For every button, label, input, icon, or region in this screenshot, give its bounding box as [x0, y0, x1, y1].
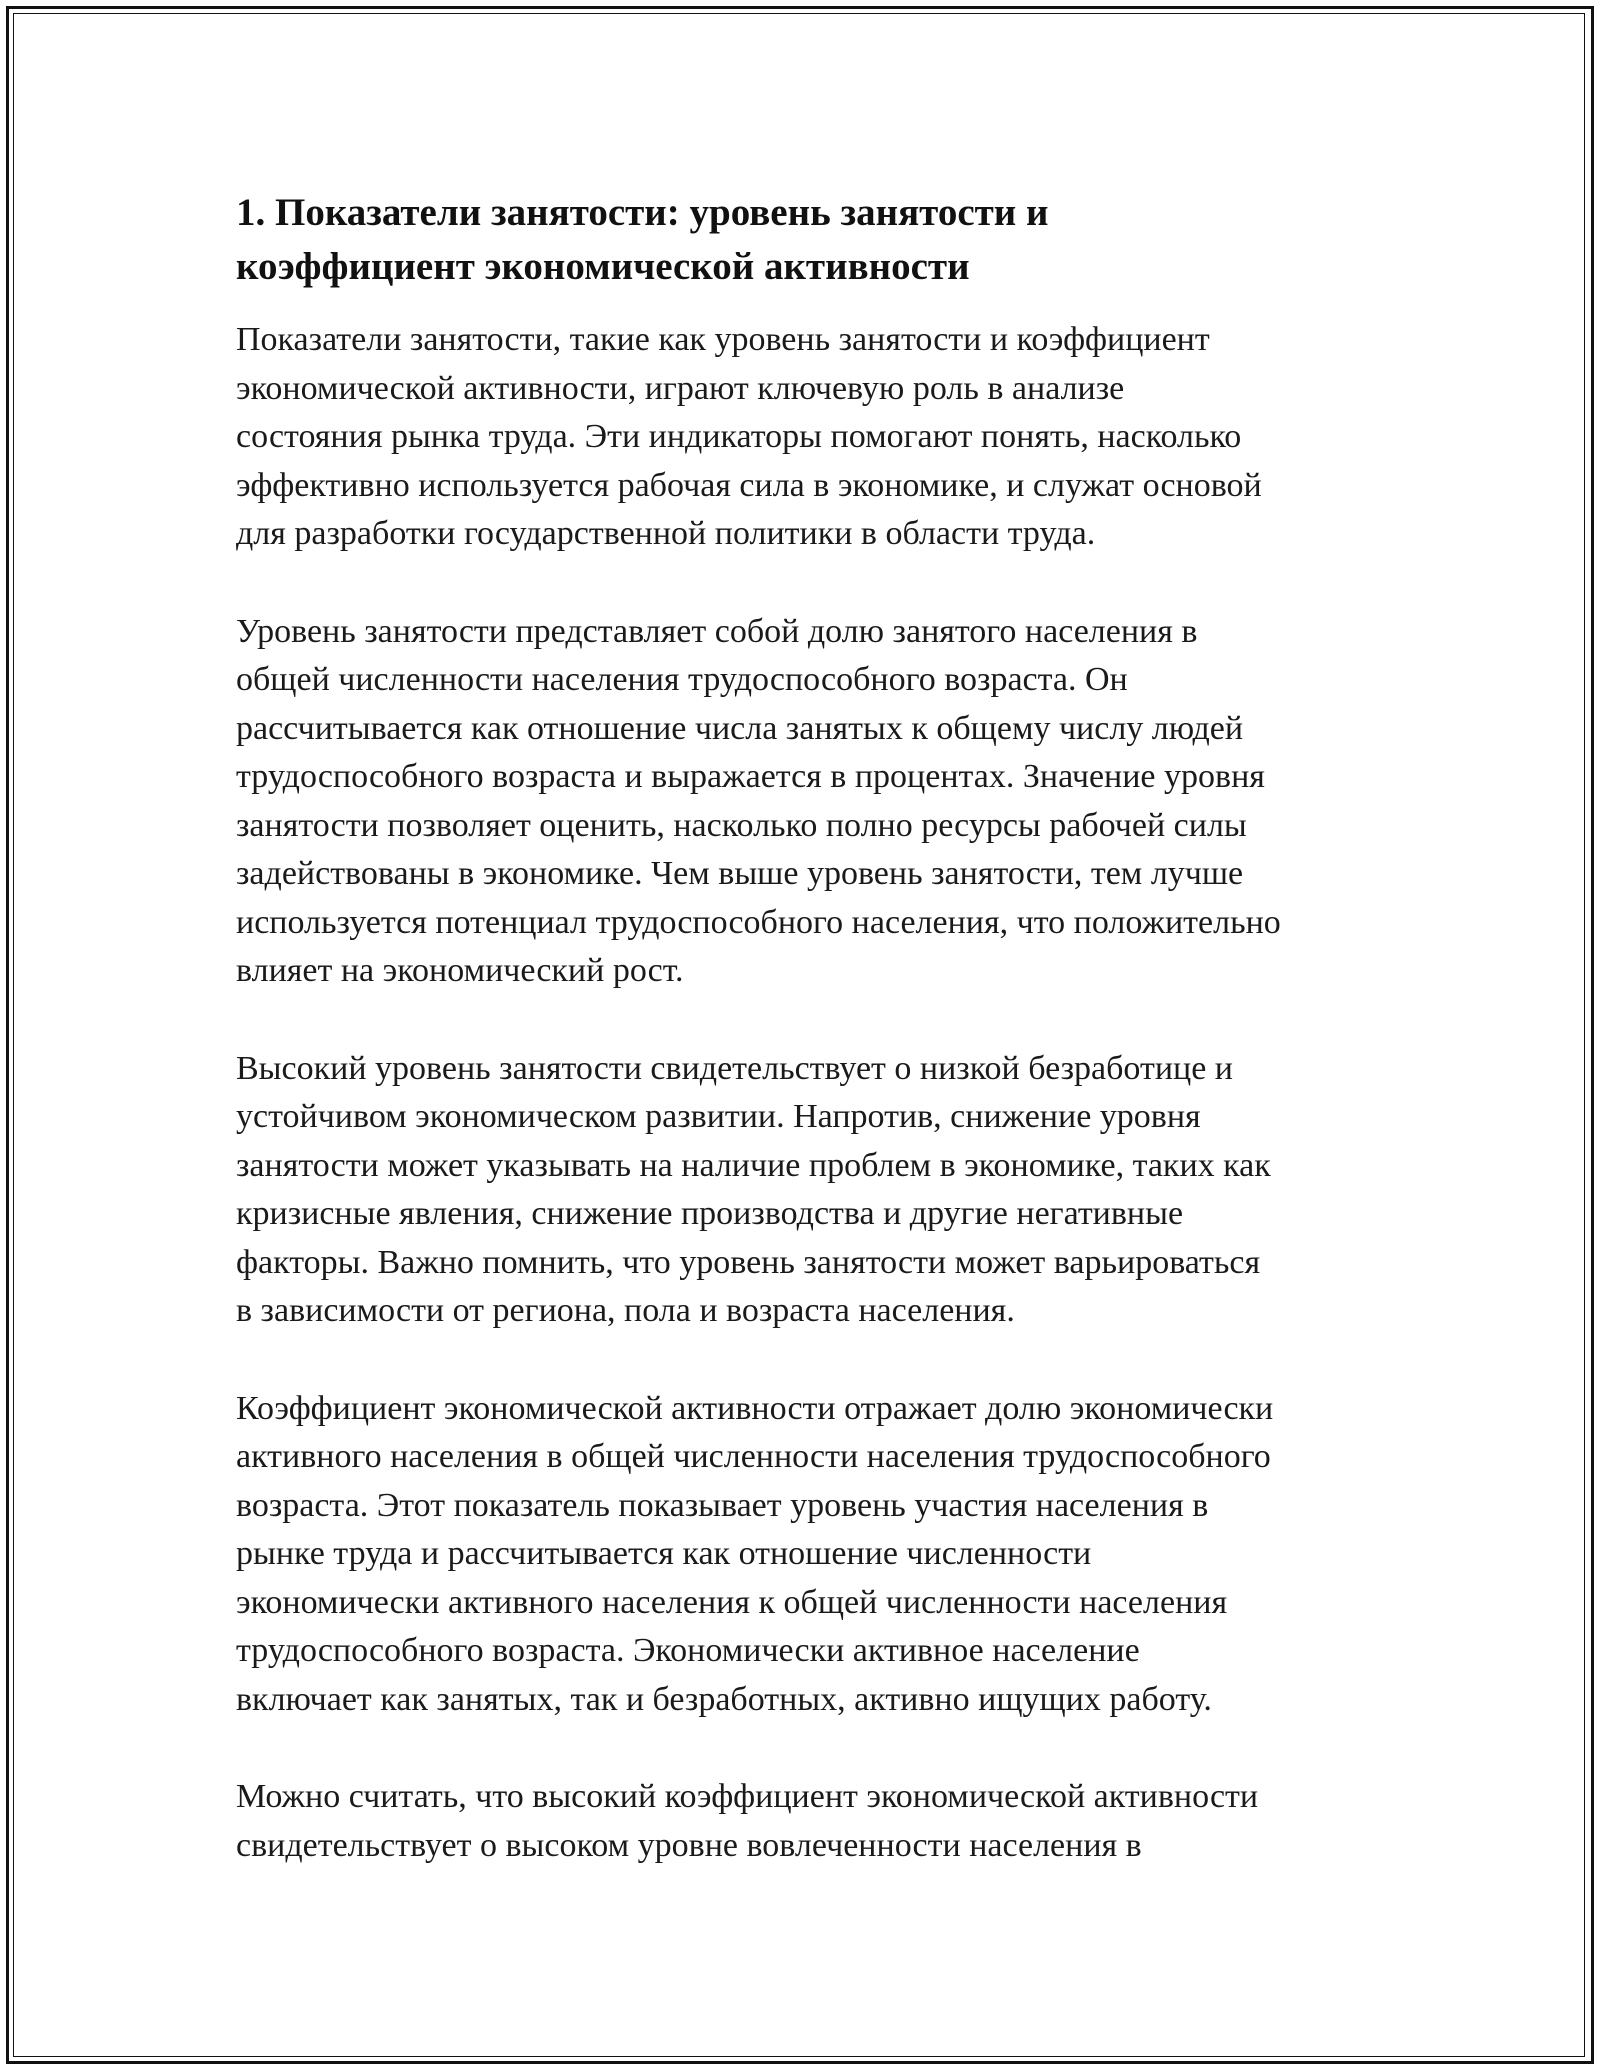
paragraph-3: Высокий уровень занятости свидетельствует о низкой безработице и устойчивом экономическом развитии. Напротив, снижение уровня занятости может указывать на наличие проблем в экономике, таких как кризисные явления, снижение производства и другие негативные факторы. Важно помнить, что уровень занятости может варьироваться в зависимости от региона, пола и возраста населения.	[236, 1049, 1271, 1329]
section-heading: 1. Показатели занятости: уровень занятости и коэффициент экономической активности	[236, 191, 1049, 288]
paragraph-4: Коэффициент экономической активности отражает долю экономически активного населения в общей численности населения трудоспособного возраста. Этот показатель показывает уровень участия населения в рынке труда и рассчитывается как отношение численности экономически активного населения к общей численности населения трудоспособного возраста. Экономически активное население включает как занятых, так и безработных, активно ищущих работу.	[236, 1389, 1274, 1718]
paragraph-5: Можно считать, что высокий коэффициент экономической активности свидетельствует о высоком уровне вовлеченности населения в	[236, 1778, 1259, 1864]
paragraph-2: Уровень занятости представляет собой долю занятого населения в общей численности населения трудоспособного возраста. Он рассчитывается как отношение числа занятых к общему числу людей трудоспособного возраста и выражается в процентах. Значение уровня занятости позволяет оценить, насколько полно ресурсы рабочей силы задействованы в экономике. Чем выше уровень занятости, тем лучше используется потенциал трудоспособного населения, что положительно влияет на экономический рост.	[236, 612, 1281, 989]
document-body	[236, 186, 1386, 1919]
paragraph-1: Показатели занятости, такие как уровень занятости и коэффициент экономической активности, играют ключевую роль в анализе состояния рынка труда. Эти индикаторы помогают понять, насколько эффективно используется рабочая сила в экономике, и служат основой для разработки государственной политики в области труда.	[236, 321, 1262, 552]
